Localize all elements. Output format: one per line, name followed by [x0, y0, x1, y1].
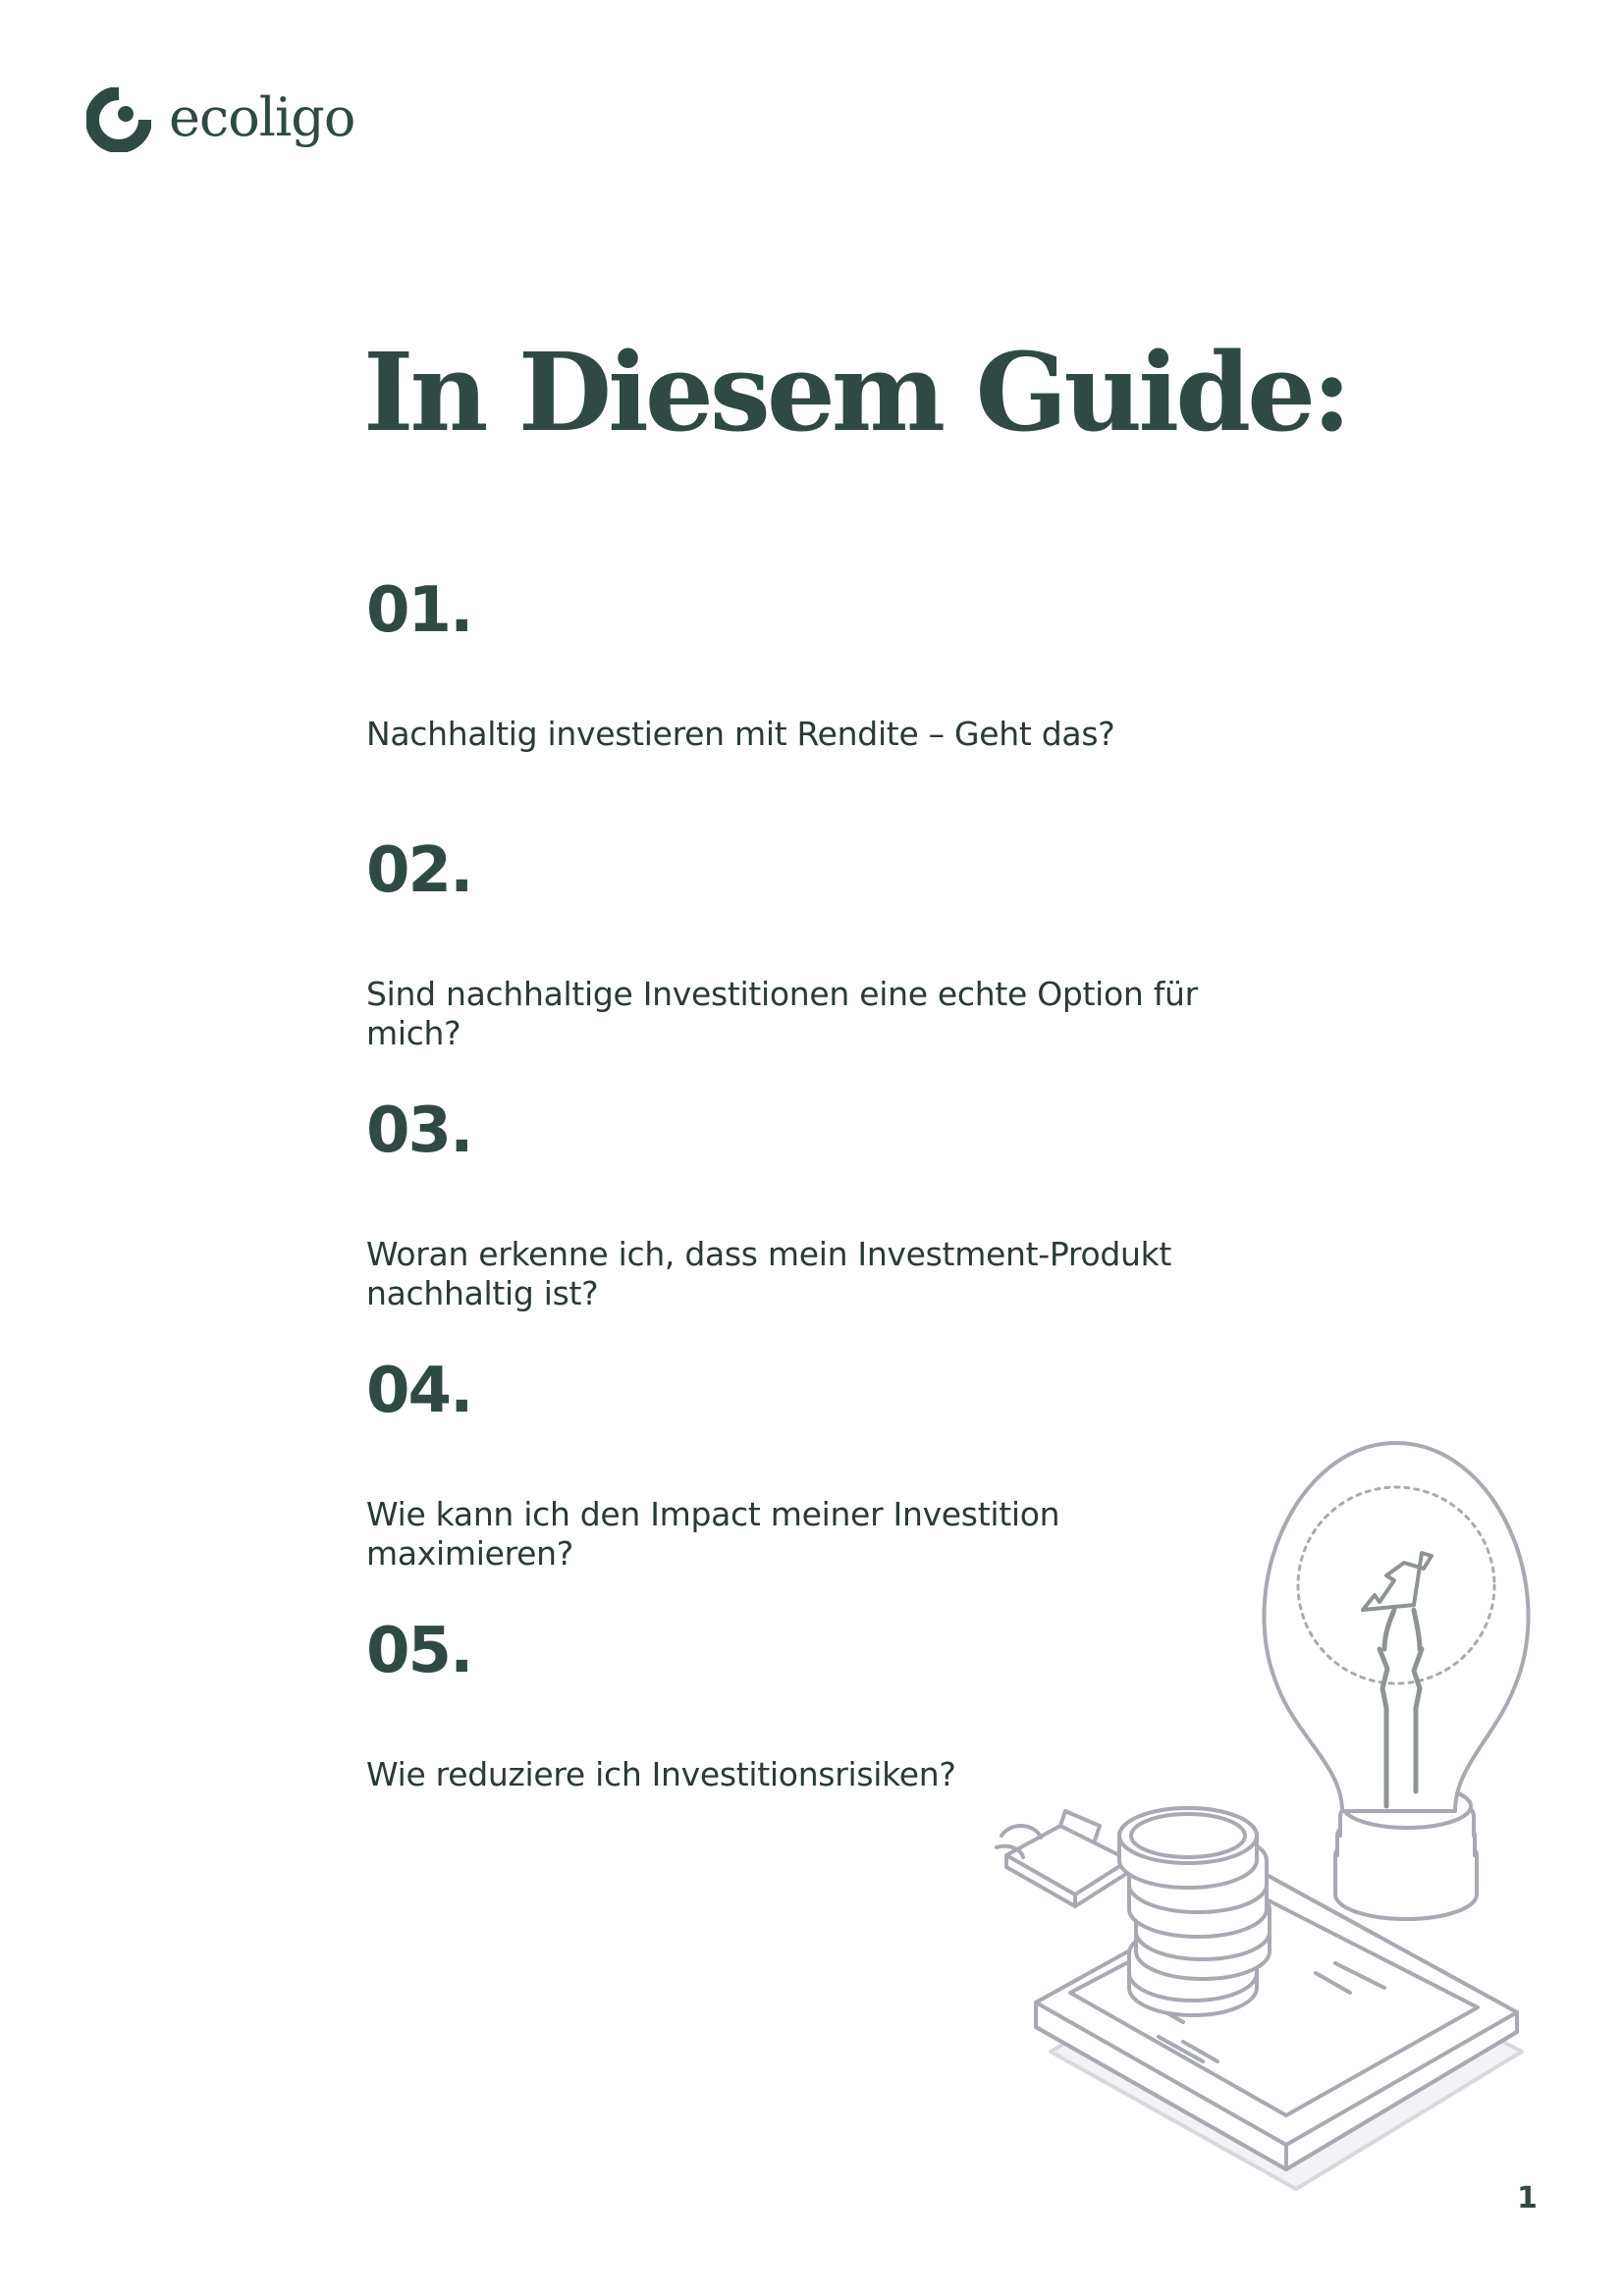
toc-text: Nachhaltig investieren mit Rendite – Geht das?: [366, 715, 1115, 753]
toc-item: [366, 574, 1270, 754]
toc-number: 04.: [366, 1355, 472, 1427]
lightbulb-coins-clipboard-icon: [992, 1414, 1542, 2232]
page-number: 1: [1517, 2181, 1538, 2216]
toc-text: Sind nachhaltige Investitionen eine echte Option für mich?: [366, 975, 1198, 1052]
toc-number: 02.: [366, 834, 472, 907]
toc-number: 05.: [366, 1615, 472, 1687]
brand-logo: [86, 84, 354, 155]
toc-item: [366, 1095, 1270, 1313]
toc-item: [366, 834, 1270, 1053]
ecoligo-logo-icon: [86, 87, 151, 152]
toc-text: Wie reduziere ich Investitionsrisiken?: [366, 1755, 956, 1793]
toc-text: Woran erkenne ich, dass mein Investment-Produkt nachhaltig ist?: [366, 1235, 1172, 1312]
page-title: In Diesem Guide:: [363, 329, 1348, 455]
toc-text: Wie kann ich den Impact meiner Investition maximieren?: [366, 1495, 1060, 1573]
toc-number: 03.: [366, 1095, 472, 1167]
brand-name: ecoligo: [169, 86, 355, 148]
toc-number: 01.: [366, 574, 472, 647]
